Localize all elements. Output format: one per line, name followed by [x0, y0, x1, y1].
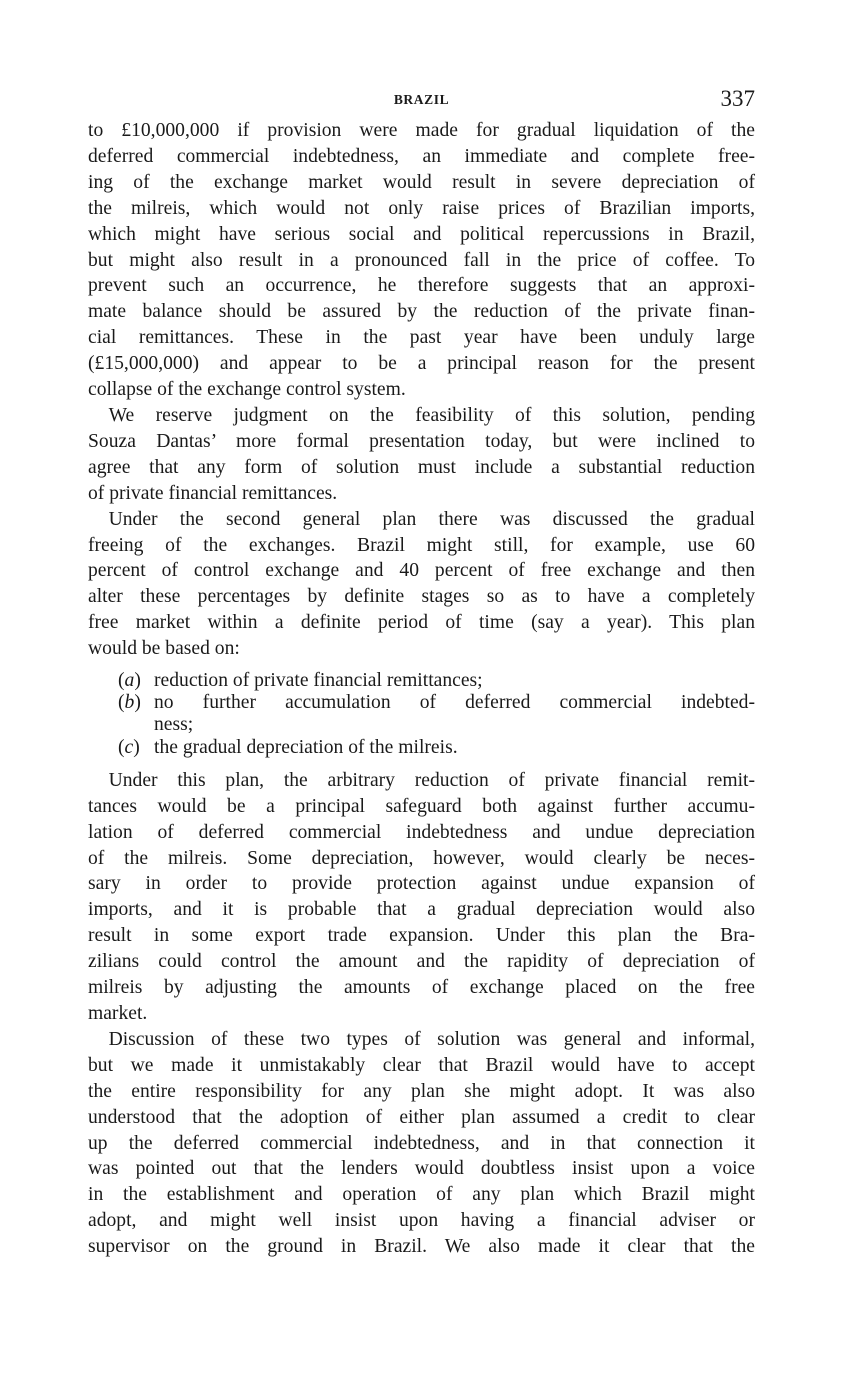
text-line: ing of the exchange market would result in severe depreciation of — [88, 171, 755, 193]
text-line: would be based on: — [88, 638, 240, 660]
text-line: percent of control exchange and 40 percent of free exchange and then — [88, 560, 755, 582]
text-line: of the milreis. Some depreciation, however, would clearly be neces- — [88, 847, 755, 869]
text-line: adopt, and might well insist upon having a financial adviser or — [88, 1210, 755, 1232]
text-line: ness; — [154, 714, 194, 736]
text-line: cial remittances. These in the past year have been unduly large — [88, 327, 755, 349]
text-line: market. — [88, 1003, 148, 1024]
text-line: Under the second general plan there was discussed the gradual — [108, 508, 755, 530]
text-line: freeing of the exchanges. Brazil might still, for example, use 60 — [88, 534, 755, 556]
paragraph-5 — [88, 1027, 755, 1260]
text-line: but might also result in a pronounced fall in the price of coffee. To — [88, 249, 755, 271]
text-line: deferred commercial indebtedness, an immediate and complete free- — [88, 145, 755, 167]
text-line: but we made it unmistakably clear that Brazil would have to accept — [88, 1054, 755, 1076]
list-marker-letter: b — [124, 692, 135, 714]
list-marker: (c) — [118, 736, 140, 758]
text-line: (£15,000,000) and appear to be a principal reason for the present — [88, 353, 755, 375]
paragraph-4 — [88, 768, 755, 1027]
text-line: imports, and it is probable that a gradual depreciation would also — [88, 899, 755, 921]
paragraph-1 — [88, 118, 755, 403]
text-line: prevent such an occurrence, he therefore suggests that an approxi- — [88, 275, 755, 297]
text-line: the gradual depreciation of the milreis. — [154, 736, 458, 758]
list-item-text — [154, 737, 755, 759]
text-line: sary in order to provide protection against undue expansion of — [88, 873, 755, 895]
text-line: result in some export trade expansion. Under this plan the Bra- — [88, 925, 755, 947]
document-page — [88, 86, 755, 1260]
text-line: lation of deferred commercial indebtedness and undue depreciation — [88, 821, 755, 843]
list-item — [88, 670, 755, 692]
list-item — [88, 737, 755, 759]
paragraph-3 — [88, 507, 755, 662]
page-header — [88, 86, 755, 118]
text-line: zilians could control the amount and the rapidity of depreciation of — [88, 951, 755, 973]
text-line: in the establishment and operation of any plan which Brazil might — [88, 1184, 755, 1206]
list-marker: (a) — [118, 670, 141, 692]
enumerated-list — [88, 670, 755, 759]
text-line: which might have serious social and political repercussions in Brazil, — [88, 223, 755, 245]
text-line: Under this plan, the arbitrary reduction of private financial remit- — [108, 769, 755, 791]
text-line: Discussion of these two types of solution was general and informal, — [108, 1028, 755, 1050]
text-line: was pointed out that the lenders would doubtless insist upon a voice — [88, 1158, 755, 1180]
list-marker: (b) — [118, 692, 141, 714]
text-line: tances would be a principal safeguard both against further accumu- — [88, 795, 755, 817]
text-line: of private financial remittances. — [88, 482, 338, 504]
text-line: agree that any form of solution must include a substantial reduction — [88, 456, 755, 478]
text-line: no further accumulation of deferred commercial indebted- — [154, 692, 755, 714]
list-marker-letter: c — [124, 736, 134, 758]
paragraph-2 — [88, 403, 755, 507]
text-line: collapse of the exchange control system. — [88, 379, 406, 401]
text-line: up the deferred commercial indebtedness, and in that connection it — [88, 1132, 755, 1154]
text-line: We reserve judgment on the feasibility of this solution, pending — [108, 404, 755, 426]
list-marker-letter: a — [124, 670, 135, 692]
list-item — [88, 692, 755, 736]
text-line: the entire responsibility for any plan she might adopt. It was also — [88, 1080, 755, 1102]
text-line: Souza Dantas’ more formal presentation today, but were inclined to — [88, 430, 755, 452]
text-line: free market within a definite period of time (say a year). This plan — [88, 612, 755, 634]
text-line: to £10,000,000 if provision were made for gradual liquidation of the — [88, 120, 755, 141]
text-line: milreis by adjusting the amounts of exchange placed on the free — [88, 977, 755, 999]
text-line: the milreis, which would not only raise prices of Brazilian imports, — [88, 197, 755, 219]
text-line: reduction of private financial remittances; — [154, 670, 483, 692]
text-line: alter these percentages by definite stages so as to have a completely — [88, 586, 755, 608]
list-item-text — [154, 692, 755, 736]
page-number: 337 — [720, 86, 755, 111]
text-line: mate balance should be assured by the reduction of the private finan- — [88, 301, 755, 323]
running-head: BRAZIL — [393, 92, 450, 107]
text-line: supervisor on the ground in Brazil. We also made it clear that the — [88, 1236, 755, 1258]
list-item-text — [154, 670, 755, 692]
text-line: understood that the adoption of either plan assumed a credit to clear — [88, 1106, 755, 1128]
